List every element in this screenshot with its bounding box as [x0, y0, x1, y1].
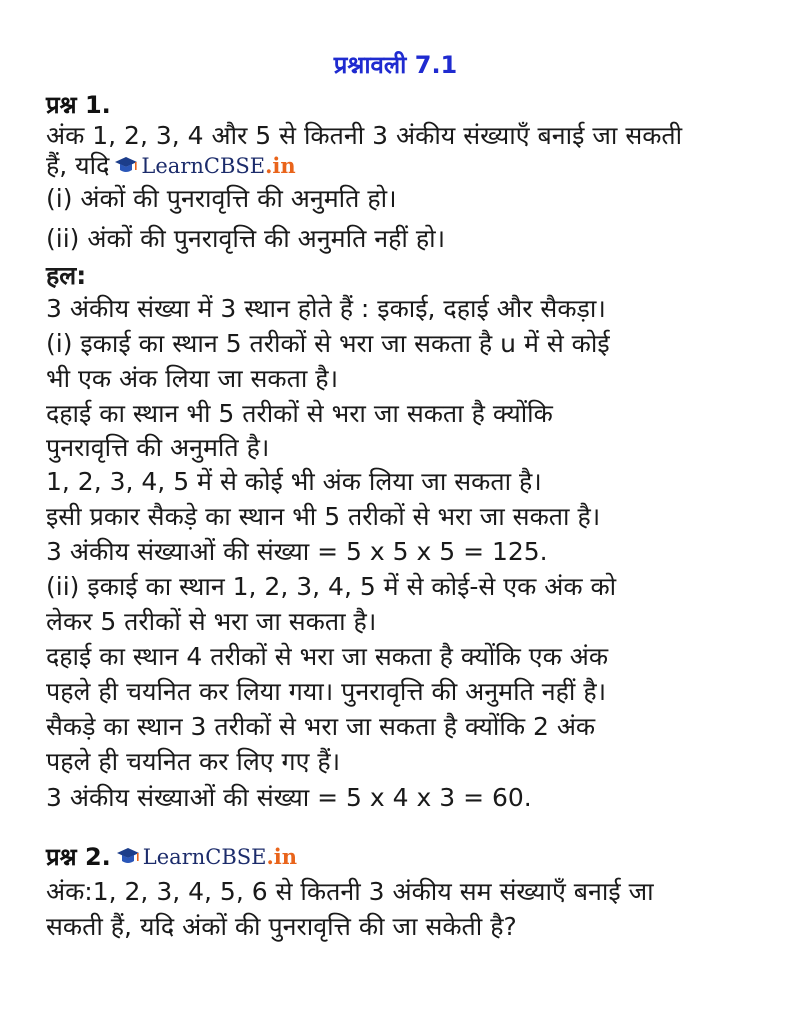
- solution-line-14: पहले ही चयनित कर लिए गए हैं।: [46, 747, 341, 776]
- logo-name: LearnCBSE: [141, 154, 266, 178]
- page-title: प्रश्नावली 7.1: [333, 51, 458, 79]
- solution-line-6: 1, 2, 3, 4, 5 में से कोई भी अंक लिया जा सकता है।: [46, 467, 542, 496]
- learncbse-logo-2: [115, 844, 297, 870]
- solution-heading: हल:: [46, 261, 87, 290]
- solution-line-9: (ii) इकाई का स्थान 1, 2, 3, 4, 5 में से कोई-से एक अंक को: [46, 572, 617, 601]
- solution-line-15: 3 अंकीय संख्याओं की संख्या = 5 x 4 x 3 = 60.: [46, 783, 532, 812]
- question-1-heading: प्रश्न 1.: [46, 91, 111, 119]
- solution-line-10: लेकर 5 तरीकों से भरा जा सकता है।: [46, 607, 377, 636]
- solution-line-8: 3 अंकीय संख्याओं की संख्या = 5 x 5 x 5 = 125.: [46, 537, 548, 566]
- question-1-line-2: [46, 150, 296, 182]
- graduation-cap-icon: [115, 844, 141, 870]
- solution-line-11: दहाई का स्थान 4 तरीकों से भरा जा सकता है क्योंकि एक अंक: [46, 642, 609, 671]
- logo-tld: .in: [266, 844, 298, 869]
- solution-line-3: भी एक अंक लिया जा सकता है।: [46, 364, 339, 393]
- solution-line-2: (i) इकाई का स्थान 5 तरीकों से भरा जा सकता है u में से कोई: [46, 329, 610, 358]
- question-2-line-1: अंक:1, 2, 3, 4, 5, 6 से कितनी 3 अंकीय सम संख्याएँ बनाई जा: [46, 877, 654, 906]
- question-1-line-1: अंक 1, 2, 3, 4 और 5 से कितनी 3 अंकीय संख्याएँ बनाई जा सकती: [46, 121, 683, 150]
- logo-name: LearnCBSE: [142, 844, 267, 869]
- question-1-line-4: (ii) अंकों की पुनरावृत्ति की अनुमति नहीं हो।: [46, 224, 446, 253]
- graduation-cap-icon: [113, 153, 139, 179]
- question-2-heading-row: [46, 840, 297, 873]
- logo-tld: .in: [265, 153, 296, 178]
- solution-line-7: इसी प्रकार सैकड़े का स्थान भी 5 तरीकों से भरा जा सकता है।: [46, 502, 601, 531]
- learncbse-logo: [113, 150, 295, 182]
- question-2-line-2: सकती हैं, यदि अंकों की पुनरावृत्ति की जा सकेती है?: [46, 912, 517, 941]
- solution-line-1: 3 अंकीय संख्या में 3 स्थान होते हैं : इकाई, दहाई और सैकड़ा।: [46, 294, 606, 323]
- question-2-heading: प्रश्न 2.: [46, 843, 111, 871]
- solution-line-13: सैकड़े का स्थान 3 तरीकों से भरा जा सकता है क्योंकि 2 अंक: [46, 712, 596, 741]
- question-1-line-3: (i) अंकों की पुनरावृत्ति की अनुमति हो।: [46, 184, 397, 213]
- solution-line-4: दहाई का स्थान भी 5 तरीकों से भरा जा सकता है क्योंकि: [46, 399, 553, 428]
- question-1-line-2-text: हैं, यदि: [46, 151, 110, 180]
- solution-line-5: पुनरावृत्ति की अनुमति है।: [46, 433, 270, 462]
- solution-line-12: पहले ही चयनित कर लिया गया। पुनरावृत्ति की अनुमति नहीं है।: [46, 677, 607, 706]
